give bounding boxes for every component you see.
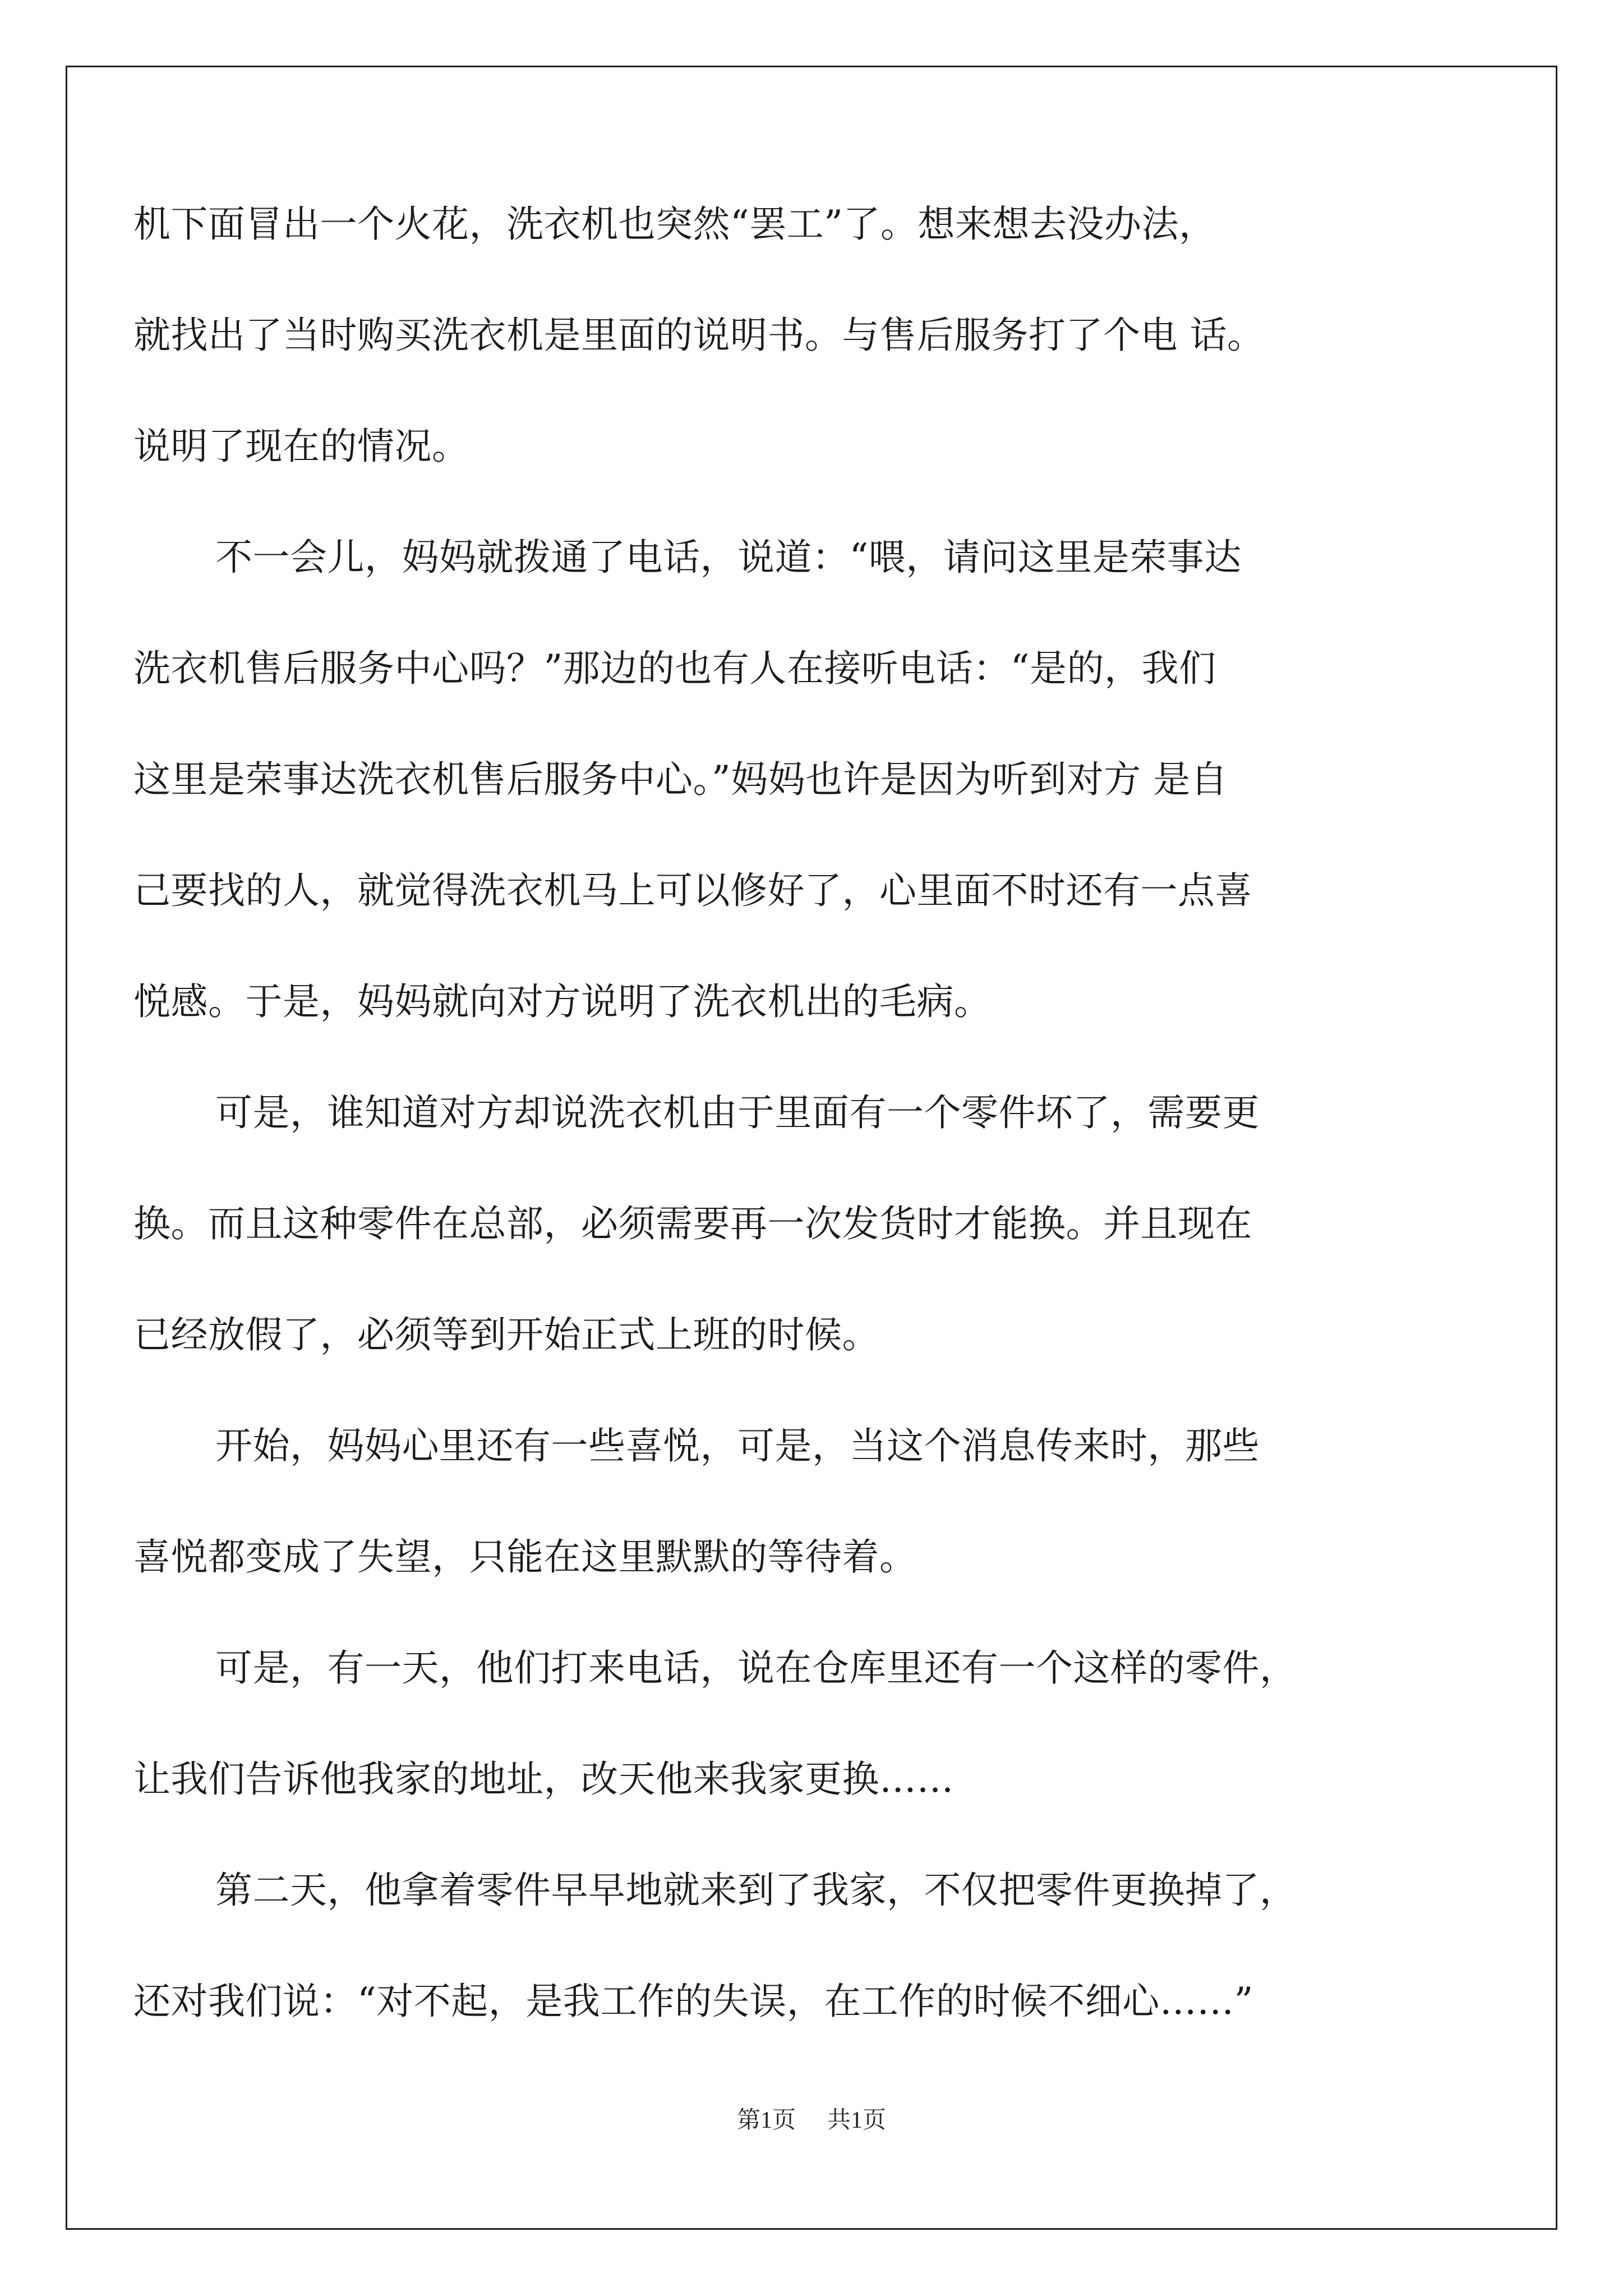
text-line-14: 可是，有一天，他们打来电话，说在仓库里还有一个这样的零件，: [215, 1646, 1297, 1690]
text-line-2: 就找出了当时购买洗衣机是里面的说明书。与售后服务打了个电 话。: [133, 314, 1265, 357]
text-line-6: 这里是荣事达洗衣机售后服务中心。”妈妈也许是因为听到对方 是自: [133, 758, 1228, 801]
text-line-7: 己要找的人，就觉得洗衣机马上可以修好了，心里面不时还有一点喜: [133, 869, 1252, 912]
page-total: 共1页: [827, 2108, 887, 2133]
text-line-11: 已经放假了，必须等到开始正式上班的时候。: [133, 1313, 879, 1356]
text-line-10: 换。而且这种零件在总部，必须需要再一次发货时才能换。并且现在: [133, 1202, 1252, 1245]
text-line-9: 可是，谁知道对方却说洗衣机由于里面有一个零件坏了，需要更: [215, 1091, 1260, 1134]
text-line-13: 喜悦都变成了失望，只能在这里默默的等待着。: [133, 1535, 917, 1579]
page-number: 第1页: [736, 2108, 796, 2133]
text-line-1: 机下面冒出一个火花，洗衣机也突然“罢工”了。想来想去没办法，: [133, 203, 1216, 246]
text-line-5: 洗衣机售后服务中心吗？”那边的也有人在接听电话：“是的，我们: [133, 647, 1216, 690]
text-line-15: 让我们告诉他我家的地址，改天他来我家更换……: [133, 1757, 954, 1801]
page-footer: [0, 2104, 1623, 2137]
text-line-3: 说明了现在的情况。: [133, 425, 469, 468]
text-line-12: 开始，妈妈心里还有一些喜悦，可是，当这个消息传来时，那些: [215, 1424, 1260, 1467]
text-line-8: 悦感。于是，妈妈就向对方说明了洗衣机出的毛病。: [133, 980, 992, 1023]
text-line-17: 还对我们说：“对不起，是我工作的失误，在工作的时候不细心……”: [133, 1980, 1253, 2023]
text-line-4: 不一会儿，妈妈就拨通了电话，说道：“喂，请问这里是荣事达: [215, 536, 1242, 579]
text-line-16: 第二天，他拿着零件早早地就来到了我家，不仅把零件更换掉了，: [215, 1869, 1297, 1912]
